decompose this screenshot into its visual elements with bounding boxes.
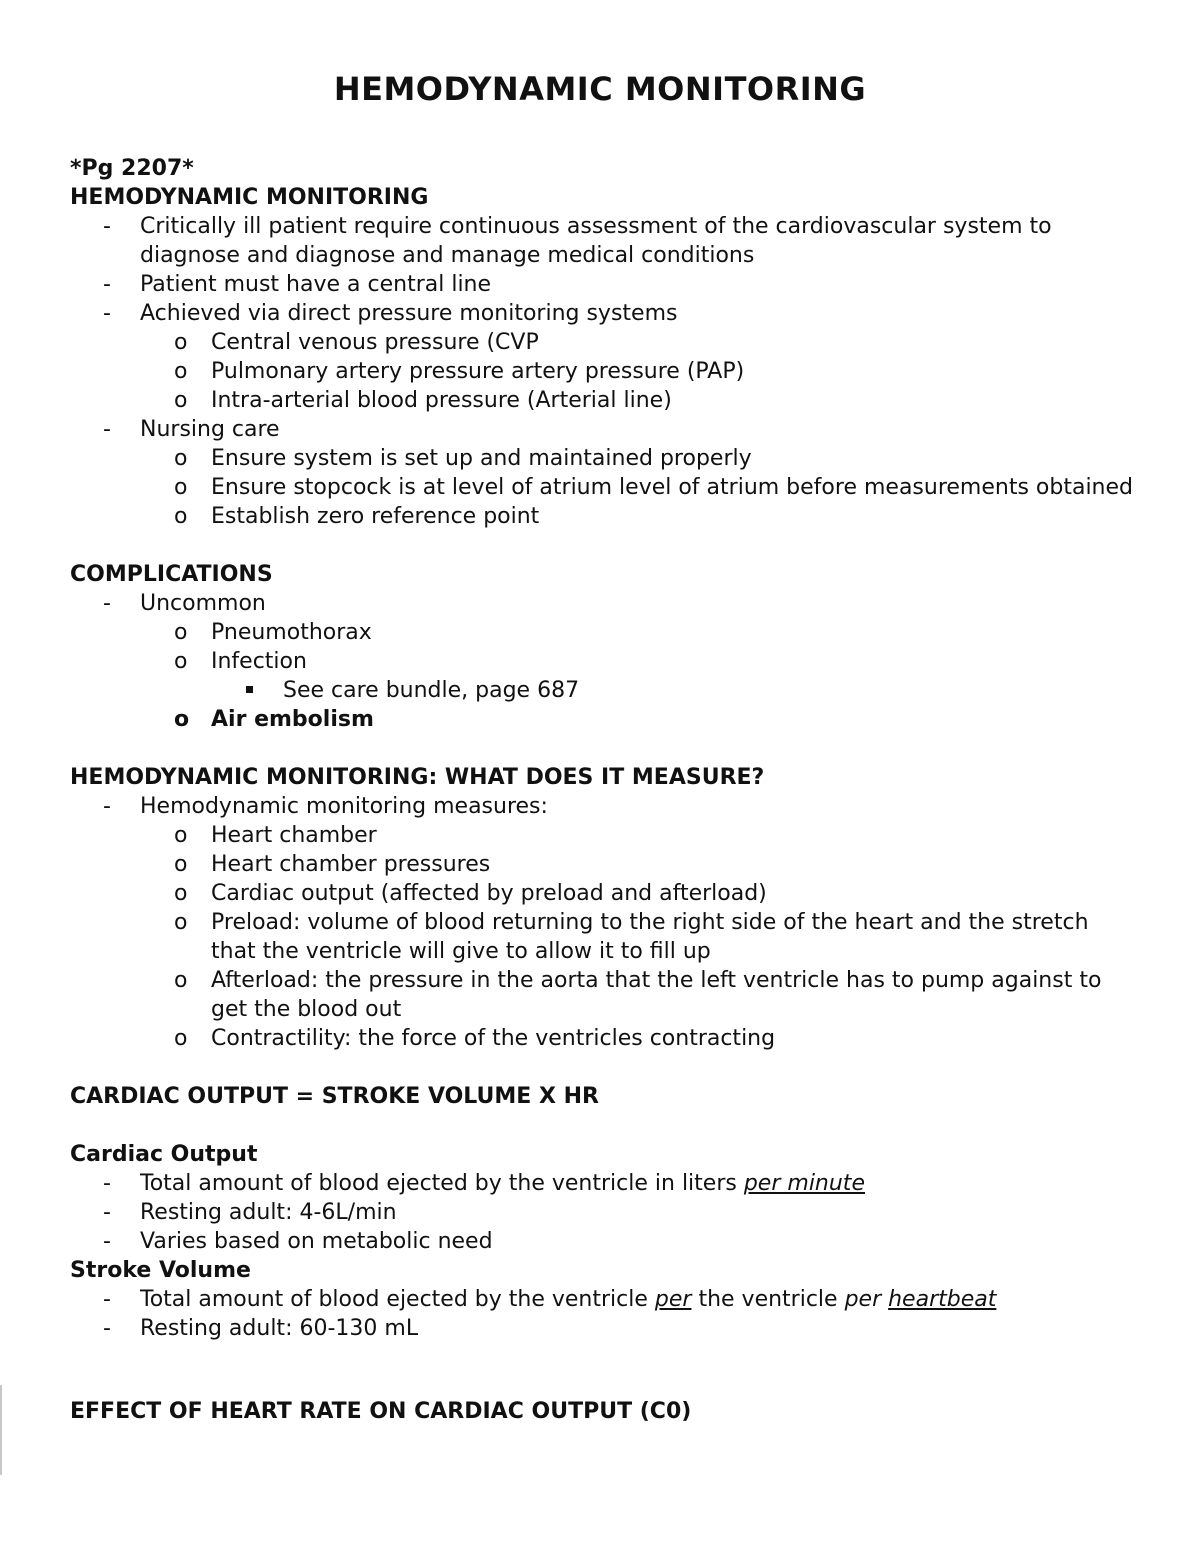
sub-list-item-text: Pulmonary artery pressure artery pressure (PAP)	[211, 359, 745, 384]
circle-bullet: o	[174, 359, 188, 384]
sub-list-item-text: Cardiac output (affected by preload and afterload)	[211, 881, 767, 906]
circle-bullet: o	[174, 1026, 188, 1051]
list-item	[70, 1227, 1140, 1256]
list-item	[70, 1198, 1140, 1227]
list-item	[70, 212, 1140, 270]
sub-list-item-text: Contractility: the force of the ventricles contracting	[211, 1026, 776, 1051]
list-item	[70, 1285, 1140, 1314]
list-item-text: Critically ill patient require continuous assessment of the cardiovascular system to diagnose and diagnose and manage medical conditions	[140, 214, 1052, 268]
document-body	[70, 154, 1140, 1426]
sub-list-item	[70, 647, 1140, 676]
list-item-text: Uncommon	[140, 591, 266, 616]
circle-bullet: o	[174, 446, 188, 471]
emphasis-text: per	[654, 1287, 692, 1312]
list-item-text: Resting adult: 60-130 mL	[140, 1316, 419, 1341]
page-reference: *Pg 2207*	[70, 156, 194, 181]
section-heading-what-does-it-measure: HEMODYNAMIC MONITORING: WHAT DOES IT MEASURE?	[70, 765, 765, 790]
sub-list-item	[70, 444, 1140, 473]
sub-list-item-text: Infection	[211, 649, 307, 674]
section-heading-effect-of-heart-rate: EFFECT OF HEART RATE ON CARDIAC OUTPUT (C0)	[70, 1399, 692, 1424]
list-item-text: Hemodynamic monitoring measures:	[140, 794, 548, 819]
dash-bullet: -	[103, 1171, 111, 1196]
dash-bullet: -	[103, 417, 111, 442]
sub-list-item	[70, 618, 1140, 647]
sub-list-item-text: Ensure stopcock is at level of atrium level of atrium before measurements obtained	[211, 475, 1134, 500]
list-item	[70, 1169, 1140, 1198]
section-heading-hemodynamic-monitoring: HEMODYNAMIC MONITORING	[70, 185, 429, 210]
dash-bullet: -	[103, 591, 111, 616]
cardiac-output-formula: CARDIAC OUTPUT = STROKE VOLUME X HR	[70, 1084, 599, 1109]
square-bullet-icon	[246, 676, 283, 705]
sub-list-item-text: Air embolism	[211, 707, 374, 732]
text-run: the ventricle	[691, 1287, 845, 1312]
list-item	[70, 1314, 1140, 1343]
sub-list-item-text: Afterload: the pressure in the aorta that the left ventricle has to pump against to get the blood out	[211, 968, 1102, 1022]
dash-bullet: -	[103, 1200, 111, 1225]
sub-list-item	[70, 357, 1140, 386]
sub-list-item-text: Intra-arterial blood pressure (Arterial line)	[211, 388, 672, 413]
dash-bullet: -	[103, 301, 111, 326]
dash-bullet: -	[103, 794, 111, 819]
circle-bullet: o	[174, 881, 188, 906]
text-run: Total amount of blood ejected by the ventricle	[140, 1287, 655, 1312]
sub-list-item-text: Heart chamber pressures	[211, 852, 491, 877]
list-item	[70, 589, 1140, 618]
circle-bullet: o	[174, 475, 188, 500]
sub-list-item	[70, 879, 1140, 908]
circle-bullet: o	[174, 620, 188, 645]
list-item-text	[140, 1285, 1140, 1314]
emphasis-text: per	[844, 1287, 882, 1312]
list-item-text: Patient must have a central line	[140, 272, 492, 297]
sub-list-item	[70, 908, 1140, 966]
sub-list-item	[70, 386, 1140, 415]
section-heading-cardiac-output: Cardiac Output	[70, 1142, 258, 1167]
sub-list-item-text: Establish zero reference point	[211, 504, 540, 529]
section-heading-stroke-volume: Stroke Volume	[70, 1258, 251, 1283]
dash-bullet: -	[103, 214, 111, 239]
sub-list-item	[70, 1024, 1140, 1053]
circle-bullet: o	[174, 968, 188, 993]
list-item-text: Nursing care	[140, 417, 280, 442]
circle-bullet: o	[174, 388, 188, 413]
dash-bullet: -	[103, 1316, 111, 1341]
dash-bullet: -	[103, 272, 111, 297]
sub-list-item	[70, 328, 1140, 357]
section-heading-complications: COMPLICATIONS	[70, 562, 273, 587]
document-title: HEMODYNAMIC MONITORING	[333, 70, 867, 108]
list-item	[70, 270, 1140, 299]
sub-list-item	[70, 821, 1140, 850]
circle-bullet: o	[174, 504, 188, 529]
list-item-text: Achieved via direct pressure monitoring systems	[140, 301, 678, 326]
circle-bullet: o	[174, 852, 188, 877]
circle-bullet: o	[174, 910, 188, 935]
dash-bullet: -	[103, 1229, 111, 1254]
list-item	[70, 792, 1140, 821]
sub-list-item-text: Preload: volume of blood returning to the right side of the heart and the stretch that the ventricle will give to allow it to fill up	[211, 910, 1089, 964]
list-item-text: Resting adult: 4-6L/min	[140, 1200, 397, 1225]
page-edge-mark	[0, 1385, 2, 1475]
list-item	[70, 415, 1140, 444]
sub-sub-list-item-text: See care bundle, page 687	[283, 678, 580, 703]
sub-list-item-text: Heart chamber	[211, 823, 377, 848]
sub-list-item-text: Central venous pressure (CVP	[211, 330, 539, 355]
circle-bullet: o	[174, 823, 188, 848]
list-item-text: Varies based on metabolic need	[140, 1229, 493, 1254]
list-item	[70, 299, 1140, 328]
text-run: Total amount of blood ejected by the ventricle in liters	[140, 1171, 744, 1196]
circle-bullet: o	[174, 649, 188, 674]
sub-list-item	[70, 473, 1140, 502]
dash-bullet: -	[103, 1287, 111, 1312]
list-item-text	[140, 1169, 1140, 1198]
circle-bullet: o	[174, 330, 188, 355]
sub-list-item	[70, 502, 1140, 531]
sub-list-item	[70, 705, 1140, 734]
emphasis-text: per minute	[743, 1171, 865, 1196]
sub-list-item	[70, 966, 1140, 1024]
circle-bullet: o	[174, 707, 190, 732]
sub-list-item-text: Pneumothorax	[211, 620, 372, 645]
sub-list-item-text: Ensure system is set up and maintained properly	[211, 446, 752, 471]
sub-list-item	[70, 850, 1140, 879]
emphasis-text: heartbeat	[888, 1287, 997, 1312]
sub-sub-list-item	[70, 676, 1140, 705]
